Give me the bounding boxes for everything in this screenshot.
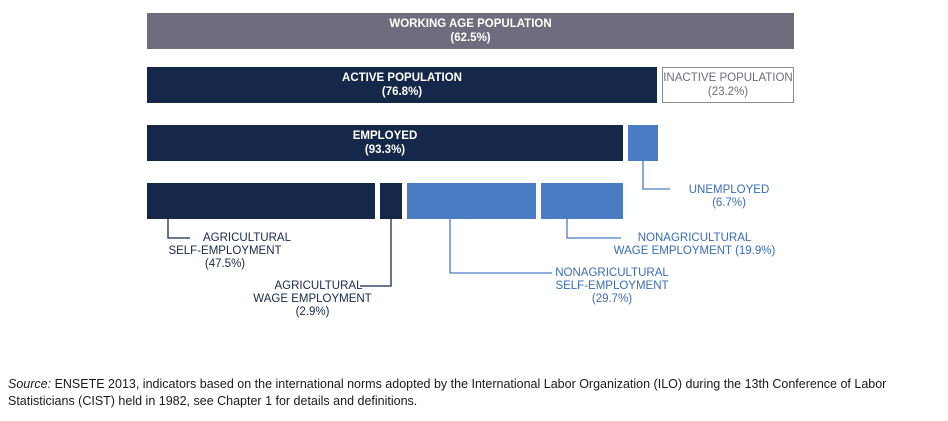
nonagri-self-value: (29.7%) bbox=[591, 293, 633, 305]
agri-self-line2: SELF-EMPLOYMENT bbox=[168, 245, 282, 257]
source-note bbox=[8, 376, 938, 410]
agri-wage-label-block bbox=[240, 280, 385, 319]
employed-value: (93.3%) bbox=[364, 144, 406, 156]
employed-label: EMPLOYED bbox=[352, 130, 418, 142]
inactive-value: (23.2%) bbox=[707, 86, 749, 98]
agri-wage-value: (2.9%) bbox=[295, 306, 330, 318]
nonagri-wage-label-block bbox=[612, 232, 777, 258]
inactive-label: INACTIVE POPULATION bbox=[663, 72, 793, 84]
nonagri-self-line2: SELF-EMPLOYMENT bbox=[555, 280, 669, 292]
source-text: ENSETE 2013, indicators based on the international norms adopted by the International Labor Organization (ILO) during the 13th Conference of Labor Statisticians (CIST) held in 1982, see Chapter 1 for details and definitions. bbox=[8, 377, 887, 408]
agri-wage-line1: AGRICULTURAL bbox=[274, 280, 363, 292]
working-age-value: (62.5%) bbox=[450, 32, 491, 44]
agri-self-label-block bbox=[150, 232, 300, 271]
agri-wage-line2: WAGE EMPLOYMENT bbox=[253, 293, 372, 305]
agri-self-line1: AGRICULTURAL bbox=[203, 232, 291, 244]
source-prefix: Source: bbox=[8, 377, 52, 391]
unemployed-label: UNEMPLOYED bbox=[688, 184, 770, 196]
nonagri-self-label-block bbox=[542, 267, 682, 306]
working-age-label: WORKING AGE POPULATION bbox=[389, 18, 552, 30]
agri-wage-connector bbox=[360, 219, 391, 286]
nonagri-self-connector bbox=[450, 219, 552, 273]
nonagri-wage-line2: WAGE EMPLOYMENT (19.9%) bbox=[613, 245, 776, 257]
agri-self-value: (47.5%) bbox=[204, 258, 246, 270]
active-label: ACTIVE POPULATION bbox=[342, 72, 462, 84]
unemployed-value: (6.7%) bbox=[712, 197, 746, 209]
unemployed-label-block bbox=[668, 184, 790, 210]
nonagri-self-line1: NONAGRICULTURAL bbox=[555, 267, 669, 279]
unemployed-connector bbox=[643, 161, 670, 189]
active-value: (76.8%) bbox=[381, 86, 423, 98]
nonagri-wage-line1: NONAGRICULTURAL bbox=[637, 232, 752, 244]
